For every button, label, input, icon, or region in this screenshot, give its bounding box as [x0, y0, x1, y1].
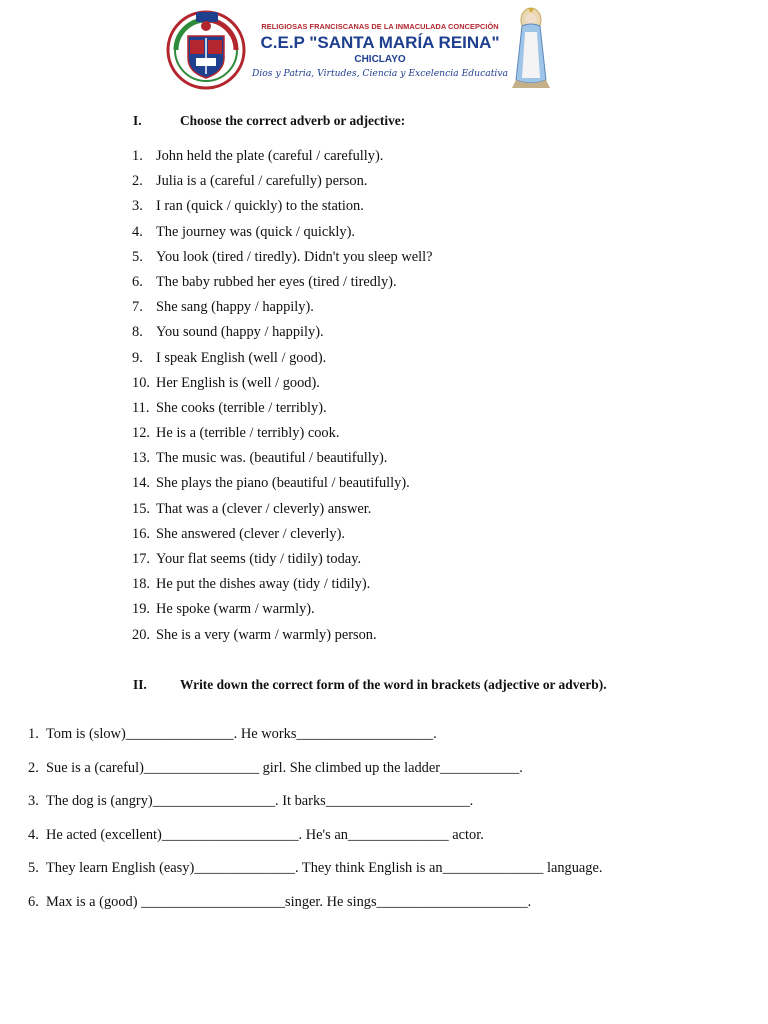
item-number: 10. [132, 374, 150, 391]
item-number: 4. [132, 223, 143, 240]
section-1-title: Choose the correct adverb or adjective: [180, 113, 406, 128]
section-1-number: I. [133, 113, 142, 128]
exercise-item [132, 574, 433, 599]
item-text: Tom is (slow)_______________. He works___________________. [46, 726, 437, 742]
fill-in-item [28, 791, 602, 825]
section-1-heading [133, 113, 633, 131]
item-number: 2. [132, 173, 143, 190]
exercise-item [132, 448, 433, 473]
item-text: She plays the piano (beautiful / beautifully). [156, 475, 410, 492]
order-name: RELIGIOSAS FRANCISCANAS DE LA INMACULADA CONCEPCIÓN [261, 22, 499, 31]
exercise-item [132, 247, 433, 272]
item-text: He acted (excellent)___________________. He's an______________ actor. [46, 826, 484, 843]
item-number: 3. [28, 793, 39, 810]
item-text: Her English is (well / good). [156, 374, 320, 391]
item-number: 16. [132, 525, 150, 542]
item-text: I speak English (well / good). [156, 349, 327, 366]
item-number: 18. [132, 576, 150, 593]
exercise-item [132, 398, 433, 423]
item-number: 6. [132, 273, 143, 290]
exercise-item [132, 171, 433, 196]
item-number: 5. [28, 860, 39, 877]
item-text: Sue is a (careful)________________ girl. She climbed up the ladder___________. [46, 759, 523, 776]
section-2-title: Write down the correct form of the word in brackets (adjective or adverb). [180, 677, 607, 692]
item-text: The music was. (beautiful / beautifully). [156, 450, 388, 467]
exercise-item [132, 373, 433, 398]
item-text: Max is a (good) ____________________singer. He sings_____________________. [46, 893, 532, 910]
exercise-item [132, 549, 433, 574]
item-text: I ran (quick / quickly) to the station. [156, 198, 364, 215]
item-number: 14. [132, 475, 150, 492]
item-text: Your flat seems (tidy / tidily) today. [156, 551, 362, 567]
fill-in-item [28, 724, 602, 758]
exercise-item [132, 625, 433, 650]
exercise-item [132, 423, 433, 448]
exercise-item [132, 499, 433, 524]
exercise-item [132, 524, 433, 549]
section-2-heading [133, 677, 693, 695]
item-text: They learn English (easy)______________. They think English is an______________ language. [46, 860, 603, 877]
item-text: John held the plate (careful / carefully). [156, 148, 384, 164]
fill-in-item [28, 858, 602, 892]
item-number: 12. [132, 425, 150, 442]
item-number: 2. [28, 759, 39, 776]
exercise-item [132, 196, 433, 221]
item-number: 6. [28, 893, 39, 910]
item-text: She cooks (terrible / terribly). [156, 399, 327, 416]
item-text: He spoke (warm / warmly). [156, 601, 315, 618]
school-motto: Dios y Patria, Virtudes, Ciencia y Excelencia Educativa [251, 68, 509, 79]
section-2-number: II. [133, 677, 147, 692]
exercise-item [132, 473, 433, 498]
item-text: You look (tired / tiredly). Didn't you sleep well? [156, 248, 433, 265]
item-number: 20. [132, 626, 150, 643]
item-number: 4. [28, 826, 39, 843]
item-text: The journey was (quick / quickly). [156, 223, 356, 240]
item-text: You sound (happy / happily). [156, 324, 324, 341]
fill-in-item [28, 825, 602, 859]
item-number: 5. [132, 248, 143, 265]
exercise-item [132, 322, 433, 347]
item-text: Julia is a (careful / carefully) person. [156, 173, 368, 190]
item-number: 8. [132, 324, 143, 341]
item-number: 13. [132, 450, 150, 467]
item-number: 7. [132, 299, 143, 316]
item-number: 11. [132, 399, 150, 416]
item-text: She is a very (warm / warmly) person. [156, 626, 377, 643]
item-text: The baby rubbed her eyes (tired / tiredly). [156, 273, 397, 290]
exercise-item [132, 599, 433, 624]
item-text: She answered (clever / cleverly). [156, 525, 345, 542]
section-2-exercise-list [28, 724, 602, 926]
school-city: CHICLAYO [354, 54, 406, 65]
fill-in-item [28, 758, 602, 792]
item-text: He is a (terrible / terribly) cook. [156, 425, 340, 442]
virgin-mary-statue-image [506, 6, 556, 90]
school-title-block [250, 22, 510, 79]
exercise-item [132, 272, 433, 297]
school-name: C.E.P "SANTA MARÍA REINA" [260, 33, 500, 52]
item-number: 3. [132, 198, 143, 215]
item-number: 15. [132, 500, 150, 517]
item-number: 1. [132, 148, 143, 164]
exercise-item [132, 146, 433, 171]
section-1-exercise-list [132, 146, 433, 650]
school-seal-logo [166, 10, 246, 90]
item-text: The dog is (angry)_________________. It barks____________________. [46, 793, 474, 810]
item-number: 17. [132, 551, 150, 567]
item-text: She sang (happy / happily). [156, 299, 314, 316]
exercise-item [132, 297, 433, 322]
item-number: 1. [28, 726, 39, 742]
item-text: He put the dishes away (tidy / tidily). [156, 576, 371, 593]
exercise-item [132, 222, 433, 247]
item-text: That was a (clever / cleverly) answer. [156, 500, 372, 517]
school-header [166, 6, 558, 90]
fill-in-item [28, 892, 602, 926]
item-number: 19. [132, 601, 150, 618]
exercise-item [132, 348, 433, 373]
item-number: 9. [132, 349, 143, 366]
